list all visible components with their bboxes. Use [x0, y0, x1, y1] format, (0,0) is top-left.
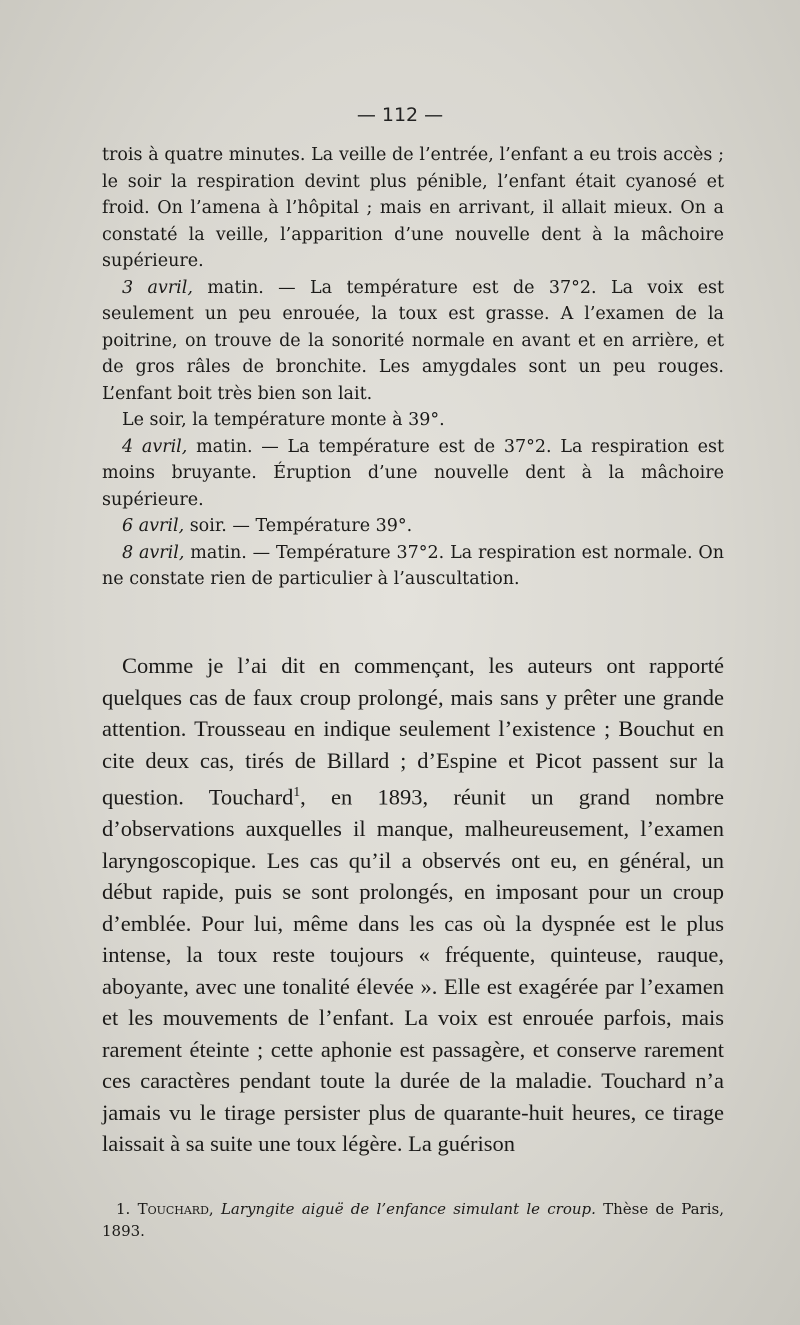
footnote-rest: Thèse de Paris, 1893. [102, 1200, 724, 1240]
footnote-text [102, 1198, 724, 1242]
footnote-title: Laryngite aiguë de l’enfance simulant le croup. [220, 1200, 596, 1218]
observation-entry [102, 513, 724, 540]
entry-text: soir. — Température 39°. [184, 516, 413, 536]
observation-entry [102, 407, 724, 434]
page-number: — 112 — [356, 104, 444, 126]
main-paragraph [102, 650, 724, 1160]
entry-date: 8 avril, [122, 542, 185, 563]
footnote-reference: 1 [293, 784, 301, 799]
observation-intro: trois à quatre minutes. La veille de l’entrée, l’enfant a eu trois accès ; le soir la respiration devint plus pénible, l’enfant était cyanosé et froid. On l’amena à l’hôpital ; mais en arrivant, il allait mieux. On a constaté la veille, l’apparition d’une nouvelle dent à la mâchoire supérieure. [102, 145, 724, 271]
entry-date: 3 avril, [122, 277, 193, 298]
entry-text: Le soir, la température monte à 39°. [122, 410, 445, 430]
observation-entry [102, 275, 724, 408]
entry-text: matin. — Température 37°2. La respiration est normale. On ne constate rien de particulier à l’auscultation. [102, 542, 724, 589]
entry-text: matin. — La température est de 37°2. La respiration est moins bruyante. Éruption d’une nouvelle dent à la mâchoire supérieure. [102, 436, 725, 510]
main-text-part-2: , en 1893, réunit un grand nombre d’observations auxquelles il manque, malheureusement, l’examen laryngoscopique. Les cas qu’il a observés ont eu, en général, un début rapide, puis se sont prolongés, en imposant pour un croup d’emblée. Pour lui, même dans les cas où la dyspnée est le plus intense, la toux reste toujours « fréquente, quinteuse, rauque, aboyante, avec une tonalité élevée ». Elle est exagérée par l’examen et les mouvements de l’enfant. La voix est enrouée parfois, mais rarement éteinte ; cette aphonie est passagère, et conserve rarement ces caractères pendant toute la durée de la maladie. Touchard n’a jamais vu le tirage persister plus de quarante-huit heures, ce tirage laissait à sa suite une toux légère. La guérison [102, 784, 724, 1156]
footnote-author: Touchard, [137, 1200, 214, 1218]
main-text-part-1: Comme je l’ai dit en commençant, les auteurs ont rapporté quelques cas de faux croup prolongé, mais sans y prêter une grande attention. Trousseau en indique seulement l’existence ; Bouchut en cite deux cas, tirés de Billard ; d’Espine et Picot passent sur la question. Touchard [102, 653, 724, 810]
footnote-number: 1. [116, 1200, 131, 1218]
entry-date: 4 avril, [122, 436, 188, 457]
entry-text: matin. — La température est de 37°2. La voix est seulement un peu enrouée, la toux est grasse. A l’examen de la poitrine, on trouve de la sonorité normale en avant et en arrière, et de gros râles de bronchite. Les amygdales sont un peu rouges. L’enfant boit très bien son lait. [102, 277, 725, 404]
main-text [102, 650, 724, 1160]
observation-block [102, 142, 724, 593]
observation-entry [102, 540, 724, 593]
footnote [102, 1198, 724, 1242]
observation-entry [102, 434, 724, 514]
entry-date: 6 avril, [122, 516, 185, 536]
